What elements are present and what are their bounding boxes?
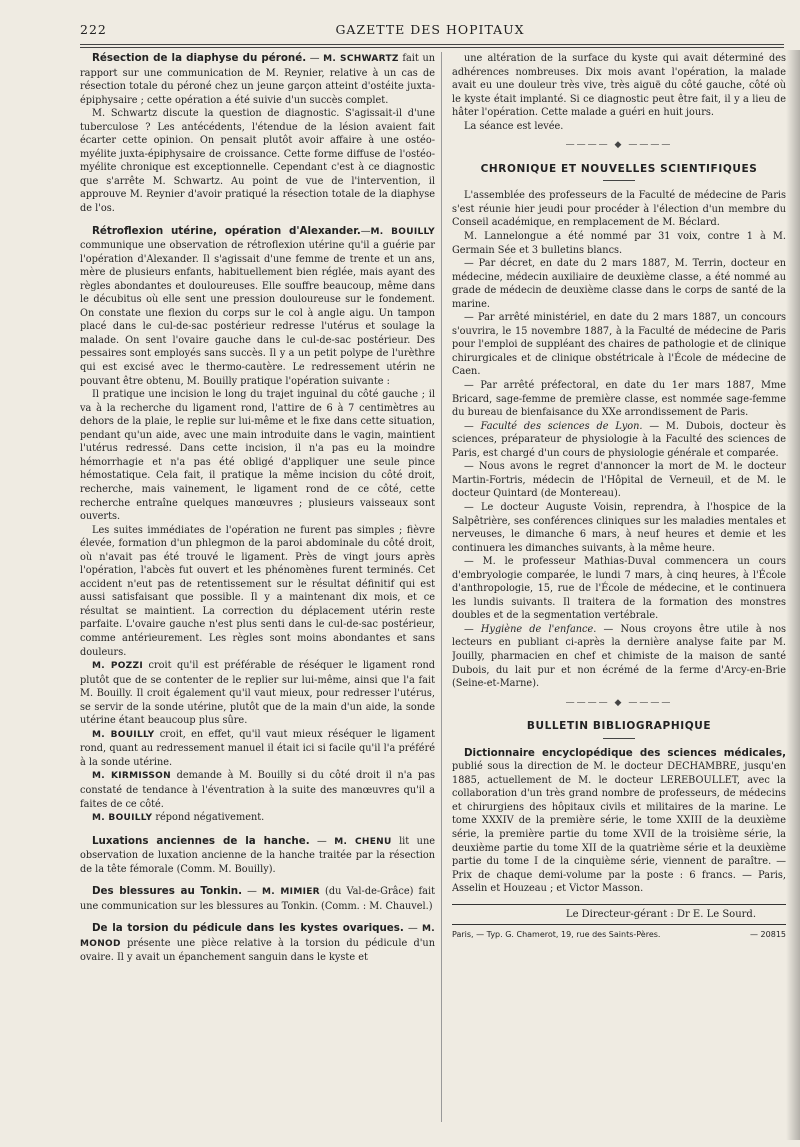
paragraph-text: croit qu'il est préférable de réséquer le ligament rond plutôt que de se contenter de le replier sur lui-même, ainsi que l'a fait M. Bouilly. Il croit également qu'il vaut mieux, pour redresser l'utérus, se servir de la sonde utérine, plutôt que de la main d'un aide, la sonde utérine étant beaucoup plus sûre. (80, 660, 435, 727)
paragraph (80, 388, 435, 523)
director-line: Le Directeur-gérant : Dr E. Le Sourd. (452, 904, 786, 922)
author-name: M. BOUILLY (370, 226, 435, 237)
paragraph-text: — M. le professeur Mathias-Duval commencera un cours d'embryologie comparée, le lundi 7 mars, à cinq heures, à l'École d'anthropologie, 15, rue de l'École de médecine, et le continuera les lundis suivants. Il traitera de la formation des monstres doubles et de la segmentation vertébrale. (452, 556, 786, 622)
author-name: M. MIMIER (262, 887, 320, 898)
paragraph-lead: Résection de la diaphyse du péroné. (92, 52, 307, 64)
paragraph-text: M. Schwartz discute la question de diagnostic. S'agissait-il d'une tuberculose ? Les antécédents, l'étendue de la lésion avaient fait écarter cette opinion. On pensait plutôt avoir affaire à une ostéo-myélite juxta-épiphysaire de croissance. Cette forme diffuse de l'ostéo-myélite chronique est exceptionnelle. Cependant c'est à ce diagnostic que s'arrête M. Schwartz. Au point de vue de l'intervention, il approuve M. Reynier d'avoir pratiqué la résection totale de la diaphyse de l'os. (80, 108, 435, 215)
author-name: M. BOUILLY (92, 813, 153, 824)
paragraph-text: — Le docteur Auguste Voisin, reprendra, à l'hospice de la Salpêtrière, ses conférences cliniques sur les maladies mentales et nerveuses, le dimanche 6 mars, à neuf heures et demie et les continuera les dimanches suivants, à la même heure. (452, 501, 786, 554)
paragraph (80, 107, 435, 215)
author-name: M. SCHWARTZ (323, 54, 399, 64)
paragraph (80, 885, 435, 913)
paragraph (452, 379, 786, 420)
printer-address: Paris, — Typ. G. Chamerot, 19, rue des Saints-Pères. (452, 930, 661, 940)
paragraph-italic-lead: — Hygiène de l'enfance. (464, 623, 597, 635)
paragraph-text: — Nous avons le regret d'annoncer la mort de M. le docteur Martin-Fortris, médecin de l'Hôpital de Verneuil, et de M. le docteur Quintard (de Montereau). (452, 461, 786, 500)
paragraph-text: fait un rapport sur une communication de M. Reynier, relative à un cas de résection totale du péroné chez un jeune garçon atteint d'ostéite juxta-épiphysaire ; cette opération a été suivie d'un succès complet. (80, 53, 435, 106)
paragraph (452, 420, 786, 461)
bulletin-title: BULLETIN BIBLIOGRAPHIQUE (526, 720, 712, 733)
paragraph (452, 623, 786, 691)
paragraph-text: répond négativement. (152, 812, 265, 824)
paragraph (80, 52, 435, 107)
paragraph (80, 922, 435, 965)
imprint-box (452, 904, 786, 926)
paragraph-text: — M. Dubois, docteur ès sciences, préparateur de physiologie à la Faculté des sciences de Paris, est chargé d'un cours de physiologie générale et comparée. (452, 420, 786, 459)
paragraph-separator: — (309, 835, 335, 847)
paragraph (80, 524, 435, 659)
author-name: M. BOUILLY (92, 729, 155, 740)
left-column (80, 52, 442, 1122)
paragraph (452, 257, 786, 311)
paragraph-separator: — (242, 886, 263, 898)
paragraph-text: Il pratique une incision le long du trajet inguinal du côté gauche ; il va à la recherche du ligament rond, l'attire de 6 à 7 centimètres au dehors de la plaie, le replie sur lui-même et le fixe dans cette situation, pendant qu'un aide, avec une main introduite dans le vagin, maintient l'utérus redressé. Dans cette incision, il n'a pas eu la moindre hémorrhagie et n'a pas été obligé d'appliquer une seule pince hémostatique. Cela fait, il pratique la même incision du côté droit, recherche, mais vainement, le ligament rond de ce côté, cette recherche entraîne quelques manœuvres ; plusieurs vaisseaux sont ouverts. (80, 389, 435, 523)
paragraph-text: — Par arrêté ministériel, en date du 2 mars 1887, un concours s'ouvrira, le 15 novembre 1887, à la Faculté de médecine de Paris pour l'emploi de suppléant des chaires de pathologie et de clinique chirurgicales et de clinique obstétricale à l'École de médecine de Caen. (452, 312, 786, 378)
paragraph-separator: — (360, 225, 371, 237)
paragraph-text: publié sous la direction de M. le docteur DECHAMBRE, jusqu'en 1885, actuellement de M. le docteur LEREBOULLET, avec la collaboration d'un très grand nombre de professeurs, de médecins et chirurgiens des hôpitaux civils et militaires de la marine. Le tome XXXIV de la première série, le tome XXIII de la deuxième série, la première partie du tome XVII de la troisième série, la deuxième partie du tome XII de la quatrième série et la deuxième partie du tome I de la cinquième série, viennent de paraître. — Prix de chaque demi-volume par la poste : 6 francs. — Paris, Asselin et Houzeau ; et Victor Masson. (452, 761, 786, 895)
paragraph-lead: Luxations anciennes de la hanche. (92, 834, 310, 847)
paragraph-lead: Des blessures au Tonkin. (92, 885, 243, 898)
paragraph-text: communique une observation de rétroflexion utérine qu'il a guérie par l'opération d'Alexander. Il s'agissait d'une femme de trente et un ans, mère de plusieurs enfants, habituellement bien réglée, mais ayant des règles abondantes et douloureuses. Elle souffre beaucoup, même dans le décubitus où elle sent une pression douloureuse sur le fondement. On constate une flexion du corps sur le col à angle aigu. Un tampon placé dans le cul-de-sac postérieur redresse l'utérus et soulage la malade. On sent l'ovaire gauche dans le cul-de-sac postérieur. Des pessaires sont employés sans succès. Il y a un petit polype de l'urèthre qui est excisé avec le thermo-cautère. Le redressement utérin ne pouvant être obtenu, M. Bouilly pratique l'opération suivante : (80, 240, 435, 387)
paragraph (452, 189, 786, 230)
author-name: M. POZZI (92, 661, 143, 672)
ornament-divider: ———— ◆ ———— (565, 140, 673, 151)
paragraph (452, 311, 786, 379)
paragraph (80, 728, 435, 770)
paragraph (452, 501, 786, 555)
paragraph-text: M. Lannelongue a été nommé par 31 voix, contre 1 à M. Germain Sée et 3 bulletins blancs. (452, 231, 786, 256)
paragraph-separator: — (403, 923, 422, 935)
paragraph-text: — Par décret, en date du 2 mars 1887, M. Terrin, docteur en médecine, médecin auxiliaire de deuxième classe, a été nommé au grade de médecin de deuxième classe dans le corps de santé de la marine. (452, 258, 786, 310)
paragraph-text: demande à M. Bouilly si du côté droit il n'a pas constaté de tendance à l'éventration à la suite des manœuvres qu'il a faites de ce côté. (80, 770, 435, 810)
journal-title: GAZETTE DES HOPITAUX (335, 22, 525, 37)
paragraph-text: Les suites immédiates de l'opération ne furent pas simples ; fièvre élevée, formation d'un phlegmon de la paroi abdominale du côté droit, où n'avait pas été trouvé le ligament. Près de vingt jours après l'opération, l'abcès fut ouvert et les phénomènes furent terminés. Cet accident n'eut pas de retentissement sur le résultat définitif qui est aussi satisfaisant que possible. Il y a maintenant dix mois, et ce résultat se maintient. La correction du déplacement utérin reste parfaite. L'ovaire gauche n'est plus senti dans le cul-de-sac postérieur, comme antérieurement. Les règles sont moins abondantes et sans douleurs. (80, 524, 435, 658)
printer-line (452, 928, 786, 942)
paragraph (80, 769, 435, 811)
paragraph (80, 659, 435, 728)
paragraph (452, 555, 786, 623)
paragraph-text: L'assemblée des professeurs de la Faculté de médecine de Paris s'est réunie hier jeudi pour procéder à l'élection d'un membre du Conseil académique, en remplacement de M. Béclard. (452, 190, 786, 229)
short-rule (603, 180, 635, 181)
paragraph-lead: Dictionnaire encyclopédique des sciences médicales, (464, 746, 786, 759)
paragraph-lead: Rétroflexion utérine, opération d'Alexander. (92, 224, 361, 237)
paragraph-text: lit une observation de luxation ancienne de la hanche traitée par la résection de la tête fémorale (Comm. M. Bouilly). (80, 835, 435, 875)
paragraph-text: croit, en effet, qu'il vaut mieux réséquer le ligament rond, quant au redressement manuel il était ici si facile qu'il l'a préféré à la sonde utérine. (80, 728, 435, 768)
printer-code: — 20815 (750, 930, 786, 940)
paragraph-text: La séance est levée. (464, 120, 564, 132)
bulletin-block (452, 747, 786, 896)
right-column (452, 52, 786, 1122)
paragraph (452, 460, 786, 501)
paragraph-lead: De la torsion du pédicule dans les kystes ovariques. (92, 922, 404, 935)
continuation-block (452, 52, 786, 133)
paragraph (452, 230, 786, 257)
running-head (80, 22, 780, 40)
paragraph-text: présente une pièce relative à la torsion du pédicule d'un ovaire. Il y avait un épanchement sanguin dans le kyste et (80, 937, 435, 964)
short-rule-2 (603, 738, 635, 739)
author-name: M. KIRMISSON (92, 771, 171, 782)
header-rule (80, 44, 784, 45)
paragraph (80, 835, 435, 877)
ornament-divider-2: ———— ◆ ———— (565, 697, 673, 708)
chronique-title: CHRONIQUE ET NOUVELLES SCIENTIFIQUES (480, 162, 758, 175)
paragraph-separator: — (306, 53, 324, 64)
author-name: M. CHENU (334, 836, 392, 847)
paragraph-italic-lead: — Faculté des sciences de Lyon. (464, 420, 643, 432)
paragraph (80, 811, 435, 826)
paragraph (452, 120, 786, 134)
paragraph (452, 747, 786, 896)
page-number: 222 (80, 22, 107, 37)
paragraph-text: — Nous croyons être utile à nos lecteurs en publiant ci-après la dernière analyse faite par M. Jouilly, pharmacien en chef et chimiste de la maison de santé Dubois, du lait pur et non écrémé de la ferme d'Arcy-en-Brie (Seine-et-Marne). (452, 623, 786, 690)
paragraph (80, 225, 435, 389)
paragraph-text: (du Val-de-Grâce) fait une communication sur les blessures au Tonkin. (Comm. : M. Chauvel.) (80, 886, 435, 912)
paragraph (452, 52, 786, 120)
author-name: M. MONOD (80, 924, 435, 949)
header-rule-double (80, 47, 784, 48)
paragraph-text: une altération de la surface du kyste qui avait déterminé des adhérences nombreuses. Dix mois avant l'opération, la malade avait eu une douleur très vive, très aiguë du côté gauche, côté où le kyste était implanté. Si ce diagnostic peut être fait, il y a lieu de hâter l'opération. Cette malade a guéri en huit jours. (452, 53, 786, 119)
page-fold-shadow (786, 50, 800, 1140)
chronique-block (452, 189, 786, 690)
paragraph-text: — Par arrêté préfectoral, en date du 1er mars 1887, Mme Bricard, sage-femme de première classe, est nommée sage-femme du bureau de bienfaisance du XXe arrondissement de Paris. (452, 380, 786, 419)
